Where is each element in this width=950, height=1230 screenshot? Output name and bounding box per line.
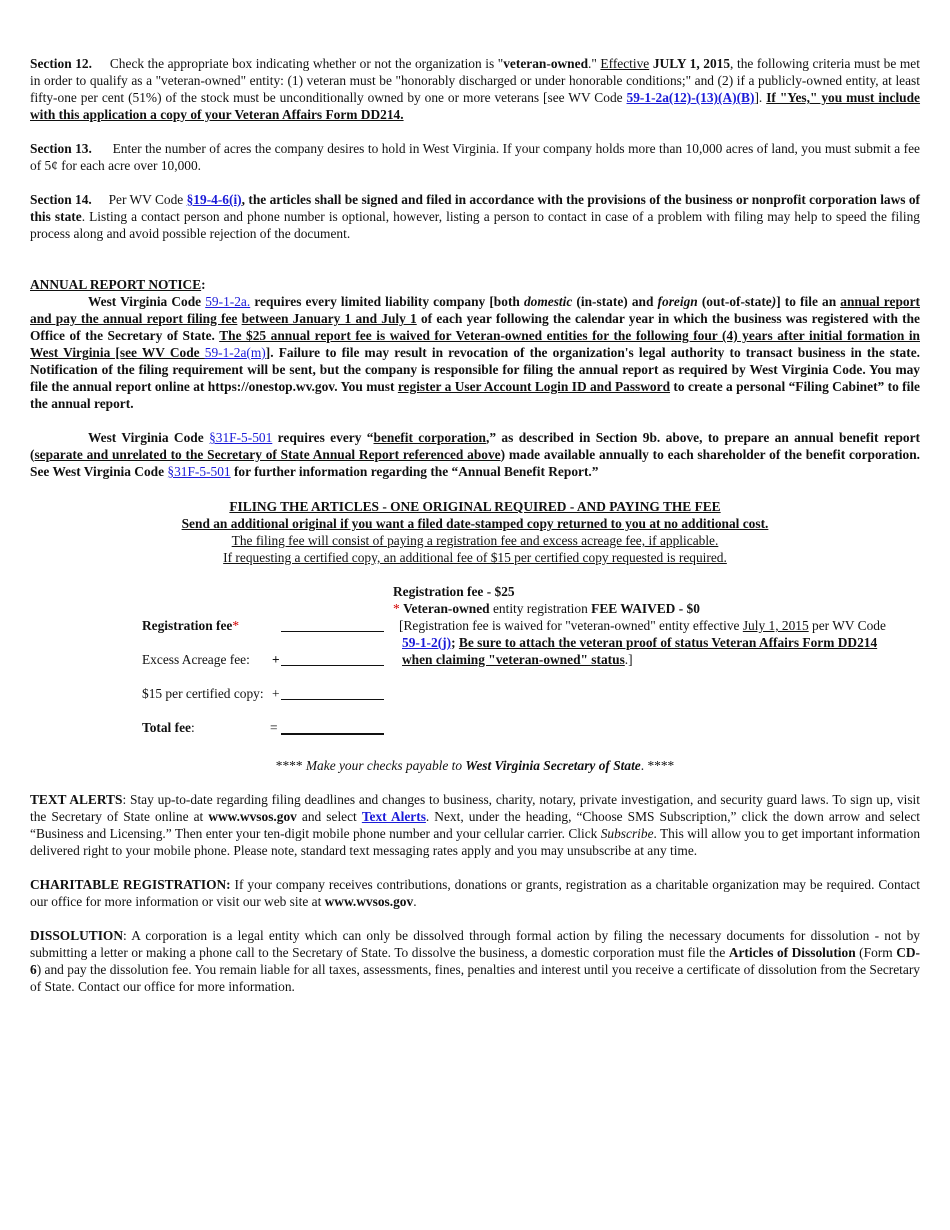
section-13-label: Section 13. (30, 141, 92, 156)
benefit-corporation-paragraph: West Virginia Code §31F-5-501 requires every “benefit corporation,” as described in Section 9b. above, to prepare an annual benefit report (separate and unrelated to the Secretary of State Annual Report referenced above) made available annually to each shareholder of the benefit corporation. See West Virginia Code §31F-5-501 for further information regarding the “Annual Benefit Report.” (30, 430, 921, 479)
section-14-label: Section 14. (30, 192, 92, 207)
wv-code-59-1-2a-dot-link[interactable]: 59-1-2a. (205, 294, 251, 309)
section-12-label: Section 12. (30, 56, 92, 71)
wv-code-31f-5-501-link[interactable]: §31F-5-501 (209, 430, 273, 445)
section-14: Section 14. Per WV Code §19-4-6(i), the articles shall be signed and filed in accordance with the provisions of the business or nonprofit corporation laws of this state. Listing a contact person and phone number is optional, however, listing a person to contact in case of a problem with filing may help to speed the filing process along and avoid possible rejection of the document. (30, 192, 921, 241)
certified-copy-row: $15 per certified copy: (142, 686, 264, 701)
annual-report-heading: ANNUAL REPORT NOTICE (30, 277, 202, 292)
section-12: Section 12. Check the appropriate box indicating whether or not the organization is "veteran-owned." Effective JULY 1, 2015, the following criteria must be met in order to qualify as a "veteran-owned" entity: (1) veteran must be "honorably discharged or under honorable conditions;" and (2) if a publicly-owned entity, at least fifty-one per cent (51%) of the stock must be unconditionally owned by one or more veterans [see WV Code 59-1-2a(12)-(13)(A)(B)]. If "Yes," you must include with this application a copy of your Veteran Affairs Form DD214. (30, 56, 921, 122)
filing-instructions: FILING THE ARTICLES - ONE ORIGINAL REQUIRED - AND PAYING THE FEE Send an additional original if you want a filed date-stamped copy returned to you at no additional cost. The filing fee will consist of paying a registration fee and excess acreage fee, if applicable. If requesting a certified copy, an additional fee of $15 per certified copy requested is required. (181, 499, 769, 565)
payable-notice: **** Make your checks payable to West Virginia Secretary of State. **** (275, 758, 675, 773)
excess-acreage-field[interactable] (281, 652, 384, 666)
section-13: Section 13. Enter the number of acres the company desires to hold in West Virginia. If your company holds more than 10,000 acres of land, you must submit a fee of 5¢ for each acre over 10,000. (30, 141, 920, 173)
wv-code-31f-5-501-link-2[interactable]: §31F-5-501 (167, 464, 231, 479)
filing-heading: FILING THE ARTICLES - ONE ORIGINAL REQUIRED - AND PAYING THE FEE (229, 499, 721, 514)
registration-fee-row: Registration fee* (142, 618, 240, 633)
annual-report-notice: ANNUAL REPORT NOTICE: West Virginia Code 59-1-2a. requires every limited liability company [both domestic (in-state) and foreign (out-of-state)] to file an annual report and pay the annual report filing fee between January 1 and July 1 of each year following the calendar year in which the business was registered with the Office of the Secretary of State. The $25 annual report fee is waived for Veteran-owned entities for the following four (4) years after initial formation in West Virginia [see WV Code 59-1-2a(m)]. Failure to file may result in revocation of the organization's legal authority to transact business in the state. Notification of the filing requirement will be sent, but the company is responsible for filing the annual report as required by West Virginia Code. You may file the annual report online at https://onestop.wv.gov. You must register a User Account Login ID and Password to create a personal “Filing Cabinet” to file the annual report. West Virginia Code §31F-5-501 requires every “benefit corporation,” as described in Section 9b. above, to prepare an annual benefit report (separate and unrelated to the Secretary of State Annual Report referenced above) made available annually to each shareholder of the benefit corporation. See West Virginia Code §31F-5-501 for further information regarding the “Annual Benefit Report.” (30, 277, 921, 479)
wv-code-59-1-2j-link[interactable]: 59-1-2(j) (402, 635, 452, 650)
certified-copy-field[interactable] (281, 686, 384, 700)
wv-code-19-4-6-link[interactable]: §19-4-6(i) (186, 192, 242, 207)
excess-acreage-row: Excess Acreage fee: (142, 652, 250, 667)
fee-calculation: Registration fee* Excess Acreage fee: + $15 per certified copy: + Total fee: = Registration fee - $25 * Veteran-owned entity registration FEE WAIVED - $0 [Registration fee is waived for "veteran-owned" entity effective July 1, 2015 per WV Code 59-1-2(j); Be sure to attach the veteran proof of status Veteran Affairs Form DD214 when claiming "veteran-owned" status.] (30, 583, 920, 743)
charitable-registration-section: CHARITABLE REGISTRATION: If your company receives contributions, donations or grants, registration as a charitable organization may be required. Contact our office for more information or visit our web site at www.wvsos.gov. (30, 877, 921, 909)
total-fee-field[interactable] (281, 720, 384, 735)
document-page (30, 55, 920, 1012)
wv-code-59-1-2a-link[interactable]: 59-1-2a(12)-(13)(A)(B) (626, 90, 755, 105)
dissolution-section: DISSOLUTION: A corporation is a legal entity which can only be dissolved through formal action by filing the necessary documents for dissolution - not by submitting a letter or making a phone call to the Secretary of State. To dissolve the business, a domestic corporation must file the Articles of Dissolution (Form CD-6) and pay the dissolution fee. You remain liable for all taxes, assessments, fines, penalties and interest until you receive a certificate of dissolution from the Secretary of State. Contact our office for more information. (30, 928, 920, 994)
dd214-notice: If "Yes," you must include with this application a copy of your Veteran Affairs Form DD214. (30, 90, 921, 122)
annual-report-paragraph: West Virginia Code 59-1-2a. requires every limited liability company [both domestic (in-state) and foreign (out-of-state)] to file an annual report and pay the annual report filing fee between January 1 and July 1 of each year following the calendar year in which the business was registered with the Office of the Secretary of State. The $25 annual report fee is waived for Veteran-owned entities for the following four (4) years after initial formation in West Virginia [see WV Code 59-1-2a(m)]. Failure to file may result in revocation of the organization's legal authority to transact business in the state. Notification of the filing requirement will be sent, but the company is responsible for filing the annual report as required by West Virginia Code. You may file the annual report online at https://onestop.wv.gov. You must register a User Account Login ID and Password to create a personal “Filing Cabinet” to file the annual report. (30, 294, 920, 411)
total-fee-row: Total fee: (142, 720, 195, 735)
wv-code-59-1-2a-m-link[interactable]: 59-1-2a(m) (204, 345, 266, 360)
text-alerts-link[interactable]: Text Alerts (361, 809, 426, 824)
registration-fee-note: Registration fee - $25 * Veteran-owned entity registration FEE WAIVED - $0 [Registration fee is waived for "veteran-owned" entity effective July 1, 2015 per WV Code 59-1-2(j); Be sure to attach the veteran proof of status Veteran Affairs Form DD214 when claiming "veteran-owned" status.] (393, 584, 886, 667)
registration-fee-field[interactable] (281, 618, 384, 632)
text-alerts-section: TEXT ALERTS: Stay up-to-date regarding filing deadlines and changes to business, charity, notary, private investigation, and security guard laws. To sign up, visit the Secretary of State online at www.wvsos.gov and select Text Alerts. Next, under the heading, “Choose SMS Subscription,” click the down arrow and select “Business and Licensing.” Then enter your ten-digit mobile phone number and your cellular carrier. Click Subscribe. This will allow you to get important information delivered right to your mobile phone. Please note, standard text messaging rates apply and you may unsubscribe at any time. (30, 792, 921, 858)
